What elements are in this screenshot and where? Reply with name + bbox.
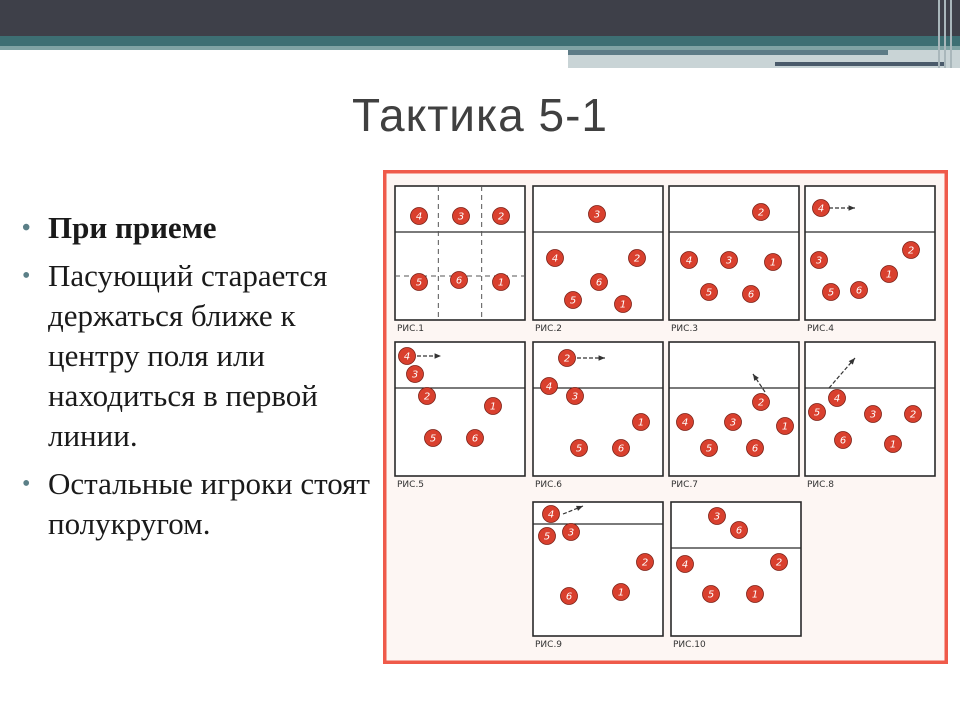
player-number: 3: [869, 409, 877, 421]
player-number: 4: [681, 559, 689, 571]
player-number: 5: [415, 277, 423, 289]
player-number: 4: [551, 253, 559, 265]
court-panel: [669, 186, 799, 334]
panel-caption: РИС.5: [397, 480, 425, 490]
decor-stripe: [568, 50, 888, 55]
player-number: 6: [747, 289, 755, 301]
player-number: 6: [595, 277, 603, 289]
court-outline: [669, 342, 799, 476]
bullet-item: • При приеме: [22, 208, 382, 248]
player-number: 5: [705, 287, 713, 299]
player-number: 4: [547, 509, 555, 521]
player-number: 4: [685, 255, 693, 267]
player-number: 1: [489, 401, 497, 413]
top-bar: [0, 0, 960, 36]
panel-caption: РИС.7: [671, 480, 699, 490]
player-number: 4: [415, 211, 423, 223]
court-outline: [533, 342, 663, 476]
player-number: 2: [497, 211, 505, 223]
player-number: 3: [729, 417, 737, 429]
player-number: 1: [781, 421, 789, 433]
player-number: 5: [813, 407, 821, 419]
player-number: 5: [575, 443, 583, 455]
court-outline: [395, 186, 525, 320]
court-panel: [671, 502, 801, 650]
player-number: 3: [457, 211, 465, 223]
bullet-list: [22, 208, 382, 552]
player-number: 3: [567, 527, 575, 539]
player-number: 2: [423, 391, 431, 403]
player-number: 5: [429, 433, 437, 445]
player-number: 6: [565, 591, 573, 603]
player-number: 1: [885, 269, 893, 281]
player-number: 5: [707, 589, 715, 601]
court-panel: [533, 342, 663, 490]
player-number: 2: [907, 245, 915, 257]
player-number: 6: [617, 443, 625, 455]
court-outline: [395, 342, 525, 476]
player-number: 6: [735, 525, 743, 537]
panel-caption: РИС.6: [535, 480, 563, 490]
player-number: 4: [403, 351, 411, 363]
player-number: 2: [563, 353, 571, 365]
panel-caption: РИС.2: [535, 324, 563, 334]
court-panel: [533, 186, 663, 334]
player-number: 2: [775, 557, 783, 569]
player-number: 6: [839, 435, 847, 447]
player-number: 1: [889, 439, 897, 451]
decor-stripe: [775, 62, 945, 66]
tactics-figure: [383, 170, 948, 664]
player-number: 3: [593, 209, 601, 221]
player-number: 3: [725, 255, 733, 267]
player-number: 4: [833, 393, 841, 405]
player-number: 4: [681, 417, 689, 429]
player-number: 2: [641, 557, 649, 569]
player-number: 2: [757, 397, 765, 409]
panel-caption: РИС.8: [807, 480, 835, 490]
player-number: 1: [619, 299, 627, 311]
player-number: 6: [455, 275, 463, 287]
player-number: 1: [769, 257, 777, 269]
player-number: 6: [471, 433, 479, 445]
player-number: 6: [855, 285, 863, 297]
player-number: 2: [757, 207, 765, 219]
player-number: 3: [411, 369, 419, 381]
player-number: 3: [815, 255, 823, 267]
player-number: 3: [713, 511, 721, 523]
panel-caption: РИС.3: [671, 324, 699, 334]
player-number: 1: [617, 587, 625, 599]
panel-caption: РИС.9: [535, 640, 563, 650]
court-panel: [395, 186, 525, 334]
player-number: 5: [827, 287, 835, 299]
player-number: 1: [751, 589, 759, 601]
player-number: 5: [569, 295, 577, 307]
court-panel: [395, 342, 525, 490]
panel-caption: РИС.10: [673, 640, 706, 650]
player-number: 3: [571, 391, 579, 403]
player-number: 2: [909, 409, 917, 421]
court-panel: [805, 342, 935, 490]
bullet-item: • Пасующий старается держаться ближе к центру поля или находиться в первой линии.: [22, 256, 382, 456]
player-number: 1: [637, 417, 645, 429]
slide-title: Тактика 5-1: [351, 89, 608, 141]
court-panel: [533, 502, 663, 650]
court-panel: [669, 342, 799, 490]
player-number: 4: [817, 203, 825, 215]
decor-lines: [930, 0, 960, 68]
player-number: 6: [751, 443, 759, 455]
player-number: 5: [543, 531, 551, 543]
panel-caption: РИС.1: [397, 324, 425, 334]
player-number: 2: [633, 253, 641, 265]
decor-stripe: [0, 36, 960, 46]
bullet-item: • Остальные игроки стоят полукругом.: [22, 464, 382, 544]
court-panel: [805, 186, 935, 334]
player-number: 5: [705, 443, 713, 455]
panel-caption: РИС.4: [807, 324, 835, 334]
player-number: 1: [497, 277, 505, 289]
player-number: 4: [545, 381, 553, 393]
